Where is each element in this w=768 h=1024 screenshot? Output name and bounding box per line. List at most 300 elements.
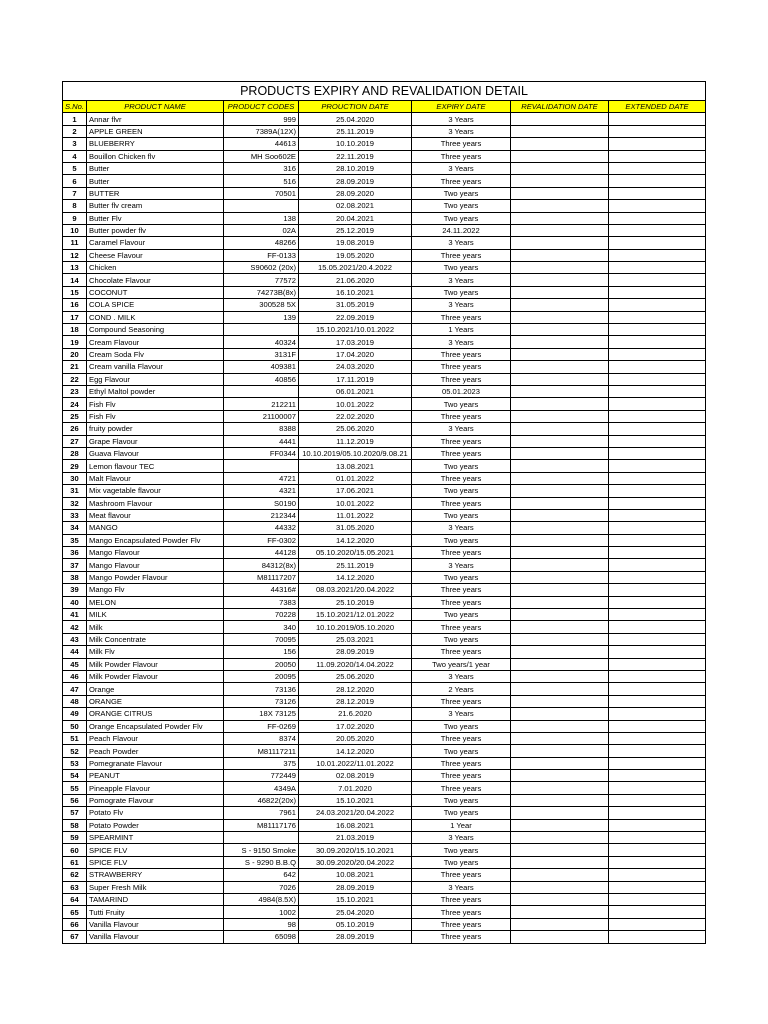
- cell-extended-date[interactable]: [609, 249, 706, 261]
- cell-product-name[interactable]: Lemon flavour TEC: [87, 460, 224, 472]
- cell-revalidation-date[interactable]: [511, 757, 609, 769]
- cell-production-date[interactable]: 25.03.2021: [299, 633, 412, 645]
- cell-revalidation-date[interactable]: [511, 621, 609, 633]
- cell-expiry-date[interactable]: Two years/1 year: [412, 658, 511, 670]
- cell-product-code[interactable]: 1002: [224, 906, 299, 918]
- cell-product-code[interactable]: 65098: [224, 931, 299, 943]
- cell-extended-date[interactable]: [609, 274, 706, 286]
- cell-sno[interactable]: 40: [63, 596, 87, 608]
- cell-sno[interactable]: 57: [63, 807, 87, 819]
- cell-production-date[interactable]: 25.04.2020: [299, 113, 412, 125]
- cell-expiry-date[interactable]: Three years: [412, 931, 511, 943]
- cell-product-name[interactable]: Butter Flv: [87, 212, 224, 224]
- cell-production-date[interactable]: 28.09.2020: [299, 187, 412, 199]
- cell-sno[interactable]: 45: [63, 658, 87, 670]
- cell-product-code[interactable]: 8374: [224, 732, 299, 744]
- cell-product-code[interactable]: 7383: [224, 596, 299, 608]
- cell-extended-date[interactable]: [609, 361, 706, 373]
- cell-expiry-date[interactable]: Two years: [412, 633, 511, 645]
- cell-product-code[interactable]: 7026: [224, 881, 299, 893]
- cell-expiry-date[interactable]: 3 Years: [412, 423, 511, 435]
- cell-extended-date[interactable]: [609, 708, 706, 720]
- cell-production-date[interactable]: 31.05.2019: [299, 299, 412, 311]
- cell-revalidation-date[interactable]: [511, 559, 609, 571]
- cell-product-name[interactable]: Potato Flv: [87, 807, 224, 819]
- cell-product-name[interactable]: BUTTER: [87, 187, 224, 199]
- cell-product-name[interactable]: Vanilla Flavour: [87, 918, 224, 930]
- cell-production-date[interactable]: 16.08.2021: [299, 819, 412, 831]
- cell-product-code[interactable]: FF-0133: [224, 249, 299, 261]
- cell-revalidation-date[interactable]: [511, 200, 609, 212]
- cell-product-code[interactable]: S - 9150 Smoke: [224, 844, 299, 856]
- cell-product-code[interactable]: 40856: [224, 373, 299, 385]
- cell-expiry-date[interactable]: 3 Years: [412, 162, 511, 174]
- cell-expiry-date[interactable]: 1 Years: [412, 324, 511, 336]
- cell-product-name[interactable]: SPICE FLV: [87, 844, 224, 856]
- cell-revalidation-date[interactable]: [511, 187, 609, 199]
- cell-product-code[interactable]: 3131F: [224, 348, 299, 360]
- cell-production-date[interactable]: 22.02.2020: [299, 410, 412, 422]
- cell-expiry-date[interactable]: Three years: [412, 782, 511, 794]
- cell-expiry-date[interactable]: Three years: [412, 497, 511, 509]
- cell-sno[interactable]: 53: [63, 757, 87, 769]
- cell-sno[interactable]: 54: [63, 770, 87, 782]
- cell-revalidation-date[interactable]: [511, 547, 609, 559]
- cell-sno[interactable]: 46: [63, 670, 87, 682]
- cell-extended-date[interactable]: [609, 447, 706, 459]
- cell-product-code[interactable]: 20095: [224, 670, 299, 682]
- cell-revalidation-date[interactable]: [511, 299, 609, 311]
- cell-expiry-date[interactable]: Three years: [412, 596, 511, 608]
- column-header-product-name[interactable]: PRODUCT NAME: [87, 101, 224, 113]
- cell-revalidation-date[interactable]: [511, 162, 609, 174]
- cell-sno[interactable]: 30: [63, 472, 87, 484]
- cell-product-name[interactable]: Potato Powder: [87, 819, 224, 831]
- cell-extended-date[interactable]: [609, 237, 706, 249]
- cell-sno[interactable]: 48: [63, 695, 87, 707]
- cell-extended-date[interactable]: [609, 658, 706, 670]
- cell-expiry-date[interactable]: Two years: [412, 398, 511, 410]
- cell-revalidation-date[interactable]: [511, 832, 609, 844]
- cell-extended-date[interactable]: [609, 881, 706, 893]
- column-header-expiry-date[interactable]: EXPIRY DATE: [412, 101, 511, 113]
- cell-extended-date[interactable]: [609, 460, 706, 472]
- cell-sno[interactable]: 23: [63, 385, 87, 397]
- cell-revalidation-date[interactable]: [511, 646, 609, 658]
- cell-product-name[interactable]: Caramel Flavour: [87, 237, 224, 249]
- cell-revalidation-date[interactable]: [511, 286, 609, 298]
- cell-expiry-date[interactable]: Two years: [412, 509, 511, 521]
- cell-extended-date[interactable]: [609, 262, 706, 274]
- cell-expiry-date[interactable]: Three years: [412, 646, 511, 658]
- cell-revalidation-date[interactable]: [511, 460, 609, 472]
- column-header-revalidation-date[interactable]: REVALIDATION DATE: [511, 101, 609, 113]
- cell-revalidation-date[interactable]: [511, 596, 609, 608]
- cell-revalidation-date[interactable]: [511, 150, 609, 162]
- cell-production-date[interactable]: 14.12.2020: [299, 745, 412, 757]
- cell-product-code[interactable]: 316: [224, 162, 299, 174]
- cell-extended-date[interactable]: [609, 162, 706, 174]
- cell-extended-date[interactable]: [609, 745, 706, 757]
- cell-extended-date[interactable]: [609, 212, 706, 224]
- cell-sno[interactable]: 19: [63, 336, 87, 348]
- cell-extended-date[interactable]: [609, 299, 706, 311]
- cell-product-name[interactable]: Vanilla Flavour: [87, 931, 224, 943]
- cell-product-name[interactable]: Milk Powder Flavour: [87, 670, 224, 682]
- cell-product-name[interactable]: MELON: [87, 596, 224, 608]
- cell-sno[interactable]: 8: [63, 200, 87, 212]
- cell-product-code[interactable]: 4984(8.5X): [224, 894, 299, 906]
- cell-expiry-date[interactable]: 3 Years: [412, 299, 511, 311]
- cell-production-date[interactable]: 22.11.2019: [299, 150, 412, 162]
- cell-revalidation-date[interactable]: [511, 881, 609, 893]
- cell-sno[interactable]: 52: [63, 745, 87, 757]
- cell-production-date[interactable]: 15.10.2021/10.01.2022: [299, 324, 412, 336]
- cell-sno[interactable]: 43: [63, 633, 87, 645]
- cell-product-code[interactable]: [224, 460, 299, 472]
- cell-product-name[interactable]: Egg Flavour: [87, 373, 224, 385]
- cell-product-name[interactable]: Malt Flavour: [87, 472, 224, 484]
- cell-expiry-date[interactable]: 3 Years: [412, 832, 511, 844]
- cell-product-name[interactable]: Butter powder flv: [87, 224, 224, 236]
- cell-extended-date[interactable]: [609, 670, 706, 682]
- cell-sno[interactable]: 59: [63, 832, 87, 844]
- cell-expiry-date[interactable]: Three years: [412, 906, 511, 918]
- cell-expiry-date[interactable]: Three years: [412, 770, 511, 782]
- cell-product-name[interactable]: Butter flv cream: [87, 200, 224, 212]
- cell-expiry-date[interactable]: 2 Years: [412, 683, 511, 695]
- cell-product-name[interactable]: APPLE GREEN: [87, 125, 224, 137]
- cell-product-code[interactable]: 48266: [224, 237, 299, 249]
- cell-sno[interactable]: 3: [63, 138, 87, 150]
- cell-revalidation-date[interactable]: [511, 224, 609, 236]
- cell-sno[interactable]: 7: [63, 187, 87, 199]
- cell-product-code[interactable]: 44332: [224, 522, 299, 534]
- cell-sno[interactable]: 11: [63, 237, 87, 249]
- cell-product-name[interactable]: Cream Soda Flv: [87, 348, 224, 360]
- cell-product-name[interactable]: Chicken: [87, 262, 224, 274]
- cell-revalidation-date[interactable]: [511, 472, 609, 484]
- cell-production-date[interactable]: 01.01.2022: [299, 472, 412, 484]
- cell-production-date[interactable]: 25.06.2020: [299, 423, 412, 435]
- cell-revalidation-date[interactable]: [511, 683, 609, 695]
- cell-product-name[interactable]: Peach Flavour: [87, 732, 224, 744]
- cell-sno[interactable]: 39: [63, 584, 87, 596]
- cell-product-code[interactable]: 84312(8x): [224, 559, 299, 571]
- cell-sno[interactable]: 6: [63, 175, 87, 187]
- cell-extended-date[interactable]: [609, 918, 706, 930]
- cell-production-date[interactable]: 17.06.2021: [299, 485, 412, 497]
- cell-extended-date[interactable]: [609, 832, 706, 844]
- cell-product-name[interactable]: Milk: [87, 621, 224, 633]
- cell-sno[interactable]: 58: [63, 819, 87, 831]
- cell-extended-date[interactable]: [609, 138, 706, 150]
- cell-sno[interactable]: 63: [63, 881, 87, 893]
- cell-production-date[interactable]: 15.05.2021/20.4.2022: [299, 262, 412, 274]
- cell-expiry-date[interactable]: Two years: [412, 212, 511, 224]
- cell-extended-date[interactable]: [609, 534, 706, 546]
- cell-product-code[interactable]: [224, 385, 299, 397]
- cell-extended-date[interactable]: [609, 497, 706, 509]
- column-header-extended-date[interactable]: EXTENDED DATE: [609, 101, 706, 113]
- cell-product-code[interactable]: 300528 5X: [224, 299, 299, 311]
- cell-product-code[interactable]: 212211: [224, 398, 299, 410]
- cell-product-code[interactable]: M81117211: [224, 745, 299, 757]
- cell-expiry-date[interactable]: Two years: [412, 807, 511, 819]
- cell-extended-date[interactable]: [609, 869, 706, 881]
- cell-expiry-date[interactable]: Three years: [412, 621, 511, 633]
- cell-sno[interactable]: 47: [63, 683, 87, 695]
- cell-product-name[interactable]: Pomegranate Flavour: [87, 757, 224, 769]
- cell-revalidation-date[interactable]: [511, 931, 609, 943]
- cell-expiry-date[interactable]: Two years: [412, 745, 511, 757]
- cell-product-name[interactable]: Orange: [87, 683, 224, 695]
- cell-product-code[interactable]: 4441: [224, 435, 299, 447]
- cell-production-date[interactable]: 06.01.2021: [299, 385, 412, 397]
- cell-product-name[interactable]: Pomograte Flavour: [87, 794, 224, 806]
- cell-production-date[interactable]: 14.12.2020: [299, 534, 412, 546]
- cell-product-code[interactable]: M81117207: [224, 571, 299, 583]
- cell-extended-date[interactable]: [609, 931, 706, 943]
- cell-extended-date[interactable]: [609, 175, 706, 187]
- cell-revalidation-date[interactable]: [511, 856, 609, 868]
- cell-expiry-date[interactable]: Two years: [412, 485, 511, 497]
- cell-extended-date[interactable]: [609, 336, 706, 348]
- cell-sno[interactable]: 66: [63, 918, 87, 930]
- cell-product-code[interactable]: 212344: [224, 509, 299, 521]
- cell-product-name[interactable]: STRAWBERRY: [87, 869, 224, 881]
- cell-expiry-date[interactable]: Two years: [412, 571, 511, 583]
- cell-revalidation-date[interactable]: [511, 534, 609, 546]
- cell-product-code[interactable]: 156: [224, 646, 299, 658]
- cell-sno[interactable]: 60: [63, 844, 87, 856]
- cell-sno[interactable]: 31: [63, 485, 87, 497]
- column-header-production-date[interactable]: PROUCTION DATE: [299, 101, 412, 113]
- cell-production-date[interactable]: 28.09.2019: [299, 931, 412, 943]
- cell-product-name[interactable]: Guava Flavour: [87, 447, 224, 459]
- cell-product-name[interactable]: Milk Concentrate: [87, 633, 224, 645]
- cell-production-date[interactable]: 19.08.2019: [299, 237, 412, 249]
- cell-extended-date[interactable]: [609, 311, 706, 323]
- cell-product-code[interactable]: [224, 200, 299, 212]
- cell-sno[interactable]: 51: [63, 732, 87, 744]
- cell-extended-date[interactable]: [609, 324, 706, 336]
- cell-sno[interactable]: 13: [63, 262, 87, 274]
- cell-revalidation-date[interactable]: [511, 138, 609, 150]
- cell-revalidation-date[interactable]: [511, 894, 609, 906]
- cell-production-date[interactable]: 15.10.2021/12.01.2022: [299, 609, 412, 621]
- cell-production-date[interactable]: 22.09.2019: [299, 311, 412, 323]
- cell-sno[interactable]: 38: [63, 571, 87, 583]
- cell-product-code[interactable]: 20050: [224, 658, 299, 670]
- cell-production-date[interactable]: 11.12.2019: [299, 435, 412, 447]
- cell-expiry-date[interactable]: Three years: [412, 175, 511, 187]
- cell-extended-date[interactable]: [609, 819, 706, 831]
- cell-sno[interactable]: 24: [63, 398, 87, 410]
- cell-revalidation-date[interactable]: [511, 670, 609, 682]
- cell-product-code[interactable]: 4349A: [224, 782, 299, 794]
- cell-extended-date[interactable]: [609, 547, 706, 559]
- cell-revalidation-date[interactable]: [511, 720, 609, 732]
- cell-product-code[interactable]: 138: [224, 212, 299, 224]
- cell-extended-date[interactable]: [609, 770, 706, 782]
- cell-sno[interactable]: 37: [63, 559, 87, 571]
- cell-sno[interactable]: 12: [63, 249, 87, 261]
- cell-expiry-date[interactable]: 3 Years: [412, 274, 511, 286]
- cell-expiry-date[interactable]: Two years: [412, 262, 511, 274]
- cell-production-date[interactable]: 21.03.2019: [299, 832, 412, 844]
- cell-revalidation-date[interactable]: [511, 410, 609, 422]
- cell-extended-date[interactable]: [609, 187, 706, 199]
- cell-product-code[interactable]: 70095: [224, 633, 299, 645]
- cell-extended-date[interactable]: [609, 113, 706, 125]
- cell-sno[interactable]: 33: [63, 509, 87, 521]
- cell-product-code[interactable]: 139: [224, 311, 299, 323]
- cell-revalidation-date[interactable]: [511, 522, 609, 534]
- cell-revalidation-date[interactable]: [511, 695, 609, 707]
- cell-extended-date[interactable]: [609, 844, 706, 856]
- cell-production-date[interactable]: 28.09.2019: [299, 881, 412, 893]
- cell-product-code[interactable]: 642: [224, 869, 299, 881]
- cell-product-name[interactable]: Mix vagetable flavour: [87, 485, 224, 497]
- cell-extended-date[interactable]: [609, 596, 706, 608]
- cell-revalidation-date[interactable]: [511, 819, 609, 831]
- cell-product-name[interactable]: Milk Flv: [87, 646, 224, 658]
- cell-revalidation-date[interactable]: [511, 398, 609, 410]
- cell-revalidation-date[interactable]: [511, 175, 609, 187]
- cell-sno[interactable]: 26: [63, 423, 87, 435]
- cell-product-name[interactable]: Cheese Flavour: [87, 249, 224, 261]
- cell-product-name[interactable]: Peach Powder: [87, 745, 224, 757]
- cell-sno[interactable]: 4: [63, 150, 87, 162]
- cell-expiry-date[interactable]: Three years: [412, 695, 511, 707]
- cell-sno[interactable]: 56: [63, 794, 87, 806]
- cell-product-name[interactable]: PEANUT: [87, 770, 224, 782]
- cell-product-code[interactable]: 73136: [224, 683, 299, 695]
- cell-product-name[interactable]: Butter: [87, 162, 224, 174]
- cell-sno[interactable]: 22: [63, 373, 87, 385]
- cell-product-name[interactable]: Mashroom Flavour: [87, 497, 224, 509]
- cell-revalidation-date[interactable]: [511, 237, 609, 249]
- column-header-product-codes[interactable]: PRODUCT CODES: [224, 101, 299, 113]
- cell-production-date[interactable]: 25.11.2019: [299, 559, 412, 571]
- cell-production-date[interactable]: 24.03.2020: [299, 361, 412, 373]
- cell-extended-date[interactable]: [609, 856, 706, 868]
- cell-product-name[interactable]: Cream Flavour: [87, 336, 224, 348]
- cell-production-date[interactable]: 25.11.2019: [299, 125, 412, 137]
- cell-extended-date[interactable]: [609, 894, 706, 906]
- cell-sno[interactable]: 35: [63, 534, 87, 546]
- cell-extended-date[interactable]: [609, 348, 706, 360]
- cell-extended-date[interactable]: [609, 559, 706, 571]
- cell-production-date[interactable]: 20.04.2021: [299, 212, 412, 224]
- cell-extended-date[interactable]: [609, 125, 706, 137]
- cell-production-date[interactable]: 21.6.2020: [299, 708, 412, 720]
- cell-expiry-date[interactable]: Three years: [412, 472, 511, 484]
- cell-expiry-date[interactable]: 3 Years: [412, 113, 511, 125]
- cell-expiry-date[interactable]: Three years: [412, 150, 511, 162]
- cell-production-date[interactable]: 28.09.2019: [299, 175, 412, 187]
- cell-expiry-date[interactable]: Three years: [412, 447, 511, 459]
- cell-extended-date[interactable]: [609, 757, 706, 769]
- cell-sno[interactable]: 50: [63, 720, 87, 732]
- cell-extended-date[interactable]: [609, 509, 706, 521]
- cell-production-date[interactable]: 11.01.2022: [299, 509, 412, 521]
- cell-product-name[interactable]: Bouillon Chicken flv: [87, 150, 224, 162]
- cell-product-code[interactable]: 46822(20x): [224, 794, 299, 806]
- cell-extended-date[interactable]: [609, 485, 706, 497]
- cell-sno[interactable]: 36: [63, 547, 87, 559]
- cell-revalidation-date[interactable]: [511, 385, 609, 397]
- cell-revalidation-date[interactable]: [511, 423, 609, 435]
- cell-sno[interactable]: 27: [63, 435, 87, 447]
- cell-product-code[interactable]: 77572: [224, 274, 299, 286]
- cell-product-name[interactable]: Mango Flavour: [87, 559, 224, 571]
- cell-expiry-date[interactable]: Three years: [412, 435, 511, 447]
- cell-extended-date[interactable]: [609, 385, 706, 397]
- cell-product-code[interactable]: 516: [224, 175, 299, 187]
- cell-revalidation-date[interactable]: [511, 435, 609, 447]
- cell-product-name[interactable]: SPICE FLV: [87, 856, 224, 868]
- cell-sno[interactable]: 44: [63, 646, 87, 658]
- cell-extended-date[interactable]: [609, 782, 706, 794]
- cell-revalidation-date[interactable]: [511, 509, 609, 521]
- cell-product-code[interactable]: 40324: [224, 336, 299, 348]
- cell-product-code[interactable]: 7389A(12X): [224, 125, 299, 137]
- cell-expiry-date[interactable]: 3 Years: [412, 237, 511, 249]
- cell-production-date[interactable]: 15.10.2021: [299, 794, 412, 806]
- cell-revalidation-date[interactable]: [511, 324, 609, 336]
- cell-extended-date[interactable]: [609, 373, 706, 385]
- cell-product-name[interactable]: Mango Flavour: [87, 547, 224, 559]
- cell-extended-date[interactable]: [609, 423, 706, 435]
- cell-expiry-date[interactable]: 05.01.2023: [412, 385, 511, 397]
- cell-revalidation-date[interactable]: [511, 658, 609, 670]
- cell-extended-date[interactable]: [609, 609, 706, 621]
- cell-product-code[interactable]: 4721: [224, 472, 299, 484]
- cell-product-code[interactable]: FF-0302: [224, 534, 299, 546]
- cell-revalidation-date[interactable]: [511, 212, 609, 224]
- cell-revalidation-date[interactable]: [511, 262, 609, 274]
- cell-product-name[interactable]: TAMARIND: [87, 894, 224, 906]
- cell-production-date[interactable]: 30.09.2020/20.04.2022: [299, 856, 412, 868]
- cell-production-date[interactable]: 28.09.2019: [299, 646, 412, 658]
- cell-revalidation-date[interactable]: [511, 844, 609, 856]
- cell-production-date[interactable]: 02.08.2021: [299, 200, 412, 212]
- cell-product-name[interactable]: Fish Flv: [87, 398, 224, 410]
- cell-revalidation-date[interactable]: [511, 361, 609, 373]
- cell-product-name[interactable]: fruity powder: [87, 423, 224, 435]
- cell-production-date[interactable]: 14.12.2020: [299, 571, 412, 583]
- cell-production-date[interactable]: 05.10.2020/15.05.2021: [299, 547, 412, 559]
- cell-product-code[interactable]: 409381: [224, 361, 299, 373]
- cell-expiry-date[interactable]: Three years: [412, 547, 511, 559]
- cell-product-name[interactable]: Annar flvr: [87, 113, 224, 125]
- cell-extended-date[interactable]: [609, 398, 706, 410]
- cell-revalidation-date[interactable]: [511, 571, 609, 583]
- cell-revalidation-date[interactable]: [511, 782, 609, 794]
- cell-extended-date[interactable]: [609, 571, 706, 583]
- cell-product-code[interactable]: 70228: [224, 609, 299, 621]
- cell-sno[interactable]: 2: [63, 125, 87, 137]
- cell-sno[interactable]: 17: [63, 311, 87, 323]
- cell-production-date[interactable]: 28.12.2020: [299, 683, 412, 695]
- cell-product-code[interactable]: S - 9290 B.B.Q: [224, 856, 299, 868]
- cell-expiry-date[interactable]: 3 Years: [412, 670, 511, 682]
- cell-expiry-date[interactable]: 3 Years: [412, 336, 511, 348]
- cell-production-date[interactable]: 28.12.2019: [299, 695, 412, 707]
- cell-expiry-date[interactable]: Three years: [412, 918, 511, 930]
